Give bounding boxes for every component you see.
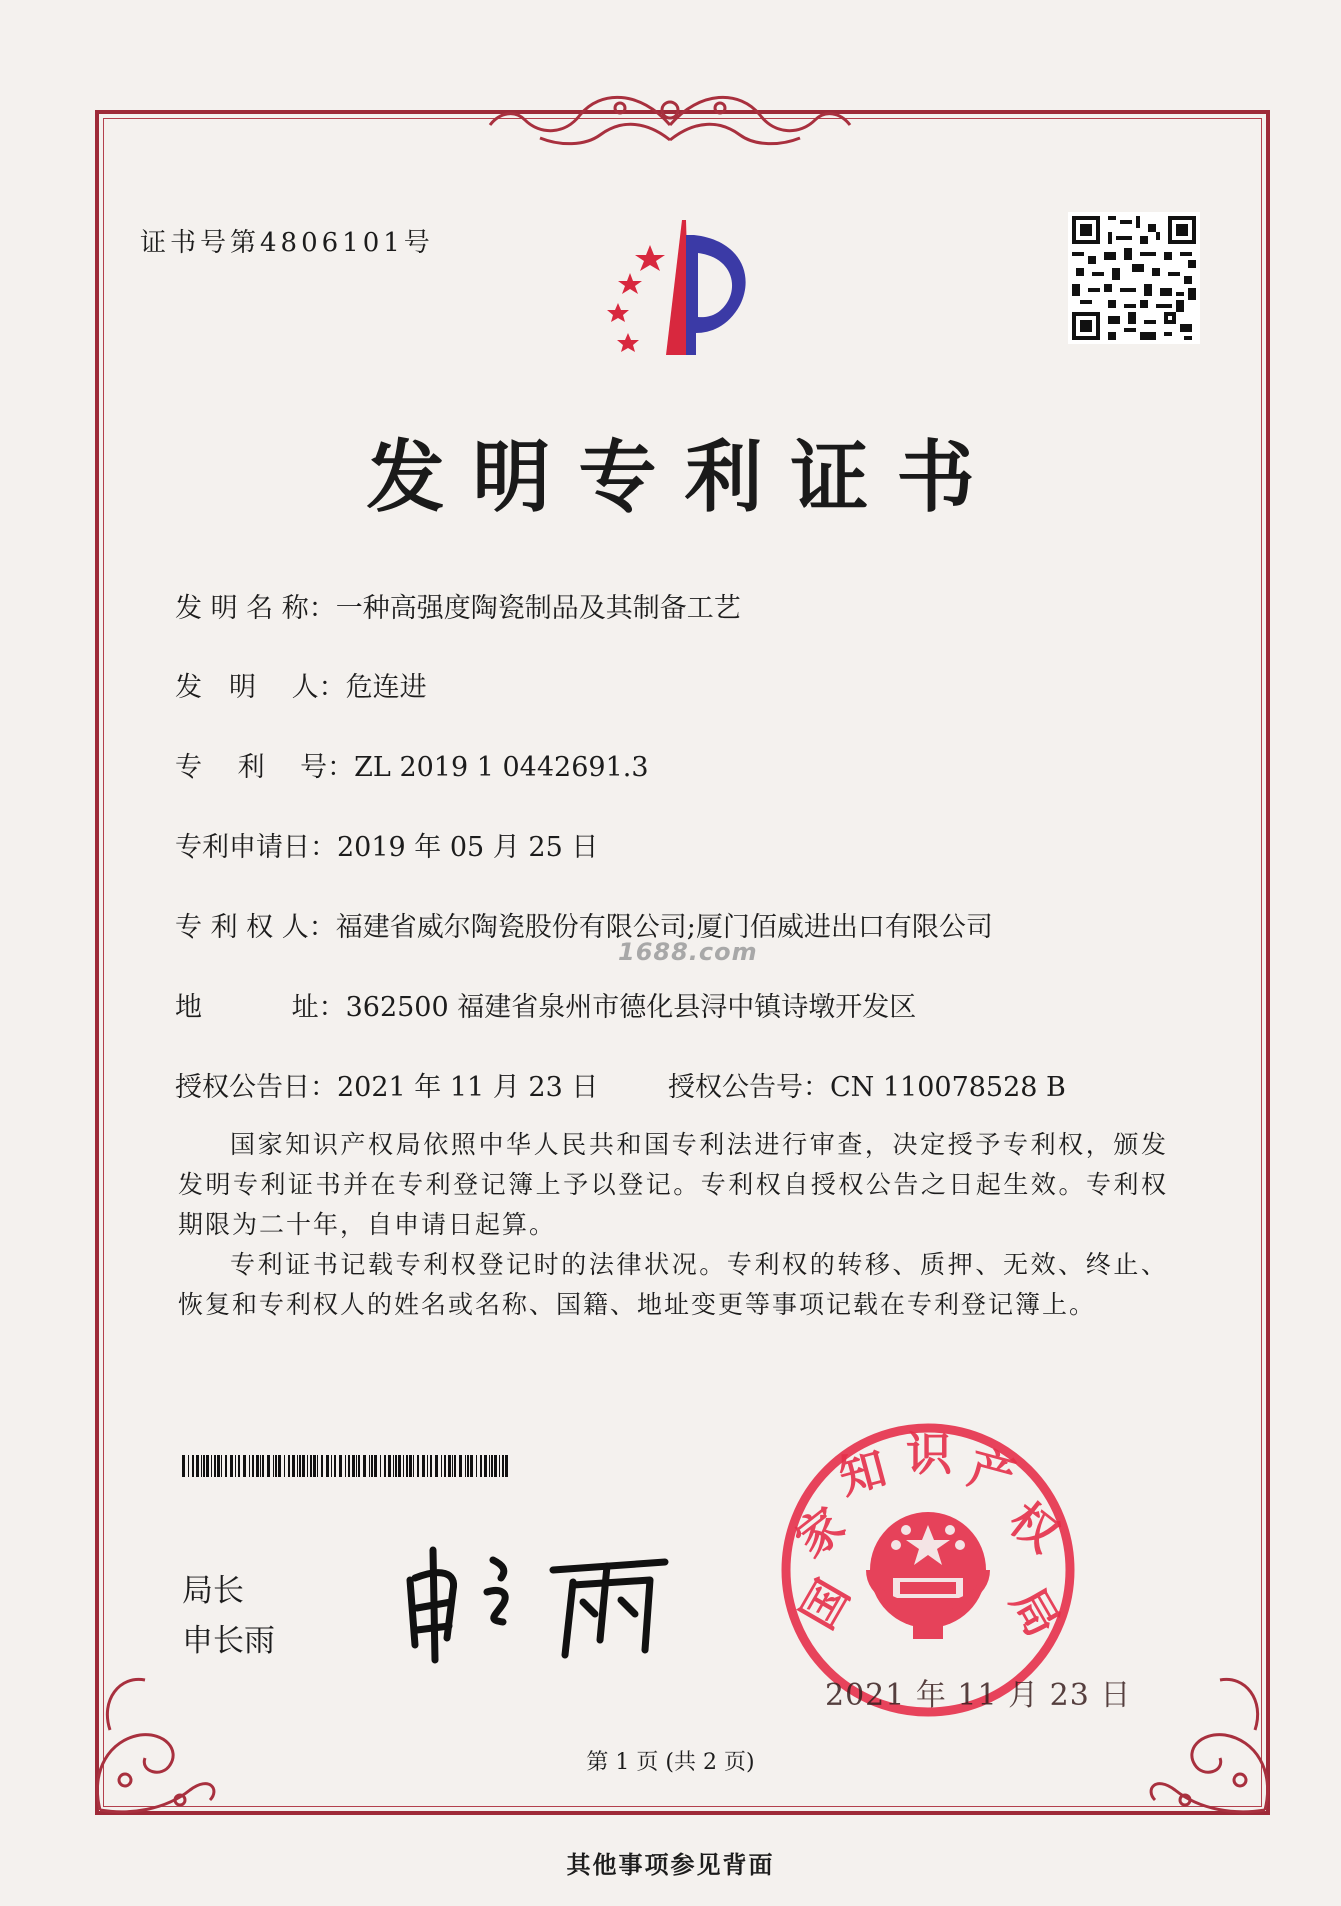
field-value: 362500 福建省泉州市德化县浔中镇诗墩开发区 [345,992,917,1023]
legal-paragraph: 国家知识产权局依照中华人民共和国专利法进行审查，决定授予专利权，颁发发明专利证书并在专利登记簿上予以登记。专利权自授权公告之日起生效。专利权期限为二十年，自申请日起算。 [178,1130,1168,1239]
signatory-role: 局长 [182,1573,244,1609]
top-ornament [470,80,870,158]
field-label: 专利申请日： [175,832,337,863]
field-label: 地 址： [175,992,346,1023]
svg-text:识: 识 [906,1427,952,1481]
field-invention-name [175,586,741,625]
field-value: 2021 年 11 月 23 日 [337,1072,599,1103]
field-announcement-number [668,1065,1066,1104]
signatory-name: 申长雨 [182,1623,275,1659]
watermark: 1688.com [618,938,758,966]
field-inventor [175,665,427,704]
patent-office-logo [570,215,770,375]
field-patentee [175,905,993,944]
field-grant-date [175,1065,598,1104]
field-value: ZL 2019 1 0442691.3 [354,752,649,783]
svg-text:家: 家 [785,1496,855,1568]
field-application-date [175,825,598,864]
field-address [175,985,916,1024]
footer-note: 其他事项参见背面 [566,1850,775,1879]
legal-paragraph: 专利证书记载专利权登记时的法律状况。专利权的转移、质押、无效、终止、恢复和专利权人的姓名或名称、国籍、地址变更等事项记载在专利登记簿上。 [178,1250,1168,1319]
field-label: 发 明 人： [175,672,346,703]
handwritten-signature [395,1530,685,1670]
field-label: 专 利 权 人： [175,912,336,943]
field-value: 福建省威尔陶瓷股份有限公司;厦门佰威进出口有限公司 [335,912,993,943]
svg-text:国: 国 [790,1570,861,1638]
barcode [182,1455,512,1477]
certificate-title: 发明专利证书 [366,432,1003,523]
field-label: 专 利 号： [175,752,355,783]
field-value: 2019 年 05 月 25 日 [337,832,599,863]
svg-text:知: 知 [833,1440,892,1505]
field-label: 授权公告日： [175,1072,337,1103]
field-value: 危连进 [345,672,427,703]
certificate-number: 证书号第4806101号 [140,228,434,258]
qr-code [1068,212,1200,344]
bottom-left-ornament [70,1640,240,1830]
page-indicator: 第 1 页 (共 2 页) [586,1750,755,1775]
seal-date: 2021 年 11 月 23 日 [825,1678,1132,1713]
field-label: 发 明 名 称： [175,593,336,624]
svg-text:局: 局 [1000,1578,1071,1646]
field-value: CN 110078528 B [830,1072,1066,1103]
svg-text:权: 权 [999,1491,1069,1563]
field-patent-number [175,745,649,784]
svg-text:产: 产 [962,1440,1022,1505]
bottom-right-ornament [1125,1640,1295,1830]
field-value: 一种高强度陶瓷制品及其制备工艺 [335,593,741,624]
field-label: 授权公告号： [668,1072,830,1103]
